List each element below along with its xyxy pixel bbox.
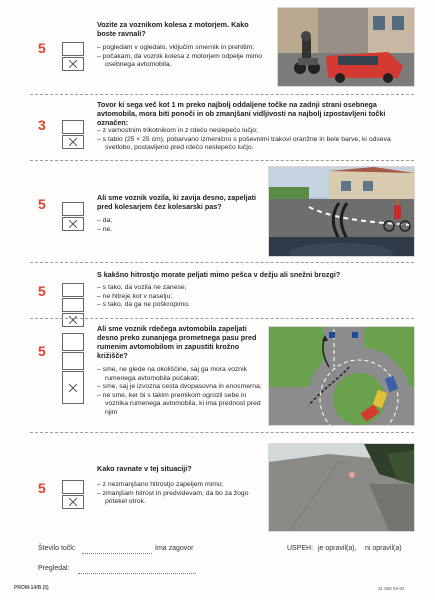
photo-ball-on-road	[268, 443, 415, 532]
roundabout-diagram	[268, 326, 415, 426]
answer-checkbox[interactable]	[62, 333, 84, 351]
answer-checkbox[interactable]	[62, 202, 84, 216]
answer-list	[97, 284, 297, 310]
answer-checkbox-marked[interactable]	[62, 57, 84, 71]
answer-list	[97, 366, 267, 418]
result-label: USPEH:	[287, 545, 314, 552]
answer-checkbox-marked[interactable]	[62, 135, 84, 149]
reviewed-label: Pregledal:	[38, 565, 70, 572]
question-separator	[30, 262, 414, 263]
question-points: 5	[38, 343, 46, 359]
answer-boxes	[62, 202, 87, 232]
answer-boxes	[62, 480, 87, 510]
answer-option: – s tako, da ga ne poškropimo.	[97, 301, 190, 309]
question-text: Ali sme voznik rdečega avtomobila zapeljati desno preko zunanjega prometnega pasu pred rumenim avtomobilom in zapustiti krožno križišče?	[97, 324, 257, 360]
answer-checkbox[interactable]	[62, 352, 84, 370]
answer-list	[97, 481, 272, 507]
passed-option[interactable]: je opravil(a),	[318, 545, 357, 552]
answer-option: – z nezmanjšano hitrostjo zapeljem mimo;	[97, 481, 224, 488]
answer-checkbox[interactable]	[62, 480, 84, 494]
answer-boxes	[62, 120, 87, 150]
question-text: Vozite za voznikom kolesa z motorjem. Kako boste ravnali?	[97, 20, 249, 38]
answer-option: – ne hitreje kot v naselju;	[97, 292, 173, 300]
answer-option: – da;	[97, 217, 113, 224]
question-text: Kako ravnate v tej situaciji?	[97, 464, 192, 473]
question-text: S kakšno hitrostjo morate peljati mimo pešca v dežju ali snežni brozgi?	[97, 270, 341, 279]
answer-option: – pogledam v ogledalo, vključim smernik in prehitim;	[97, 44, 255, 51]
question-points: 5	[38, 480, 46, 496]
answer-checkbox-marked[interactable]	[62, 217, 84, 231]
score-label: Število točk:	[38, 545, 76, 552]
answer-option: – počakam, da voznik kolesa z motorjem odpelje mimo osebnega avtomobila.	[97, 52, 263, 69]
question-separator	[30, 432, 414, 433]
question-points: 5	[38, 196, 46, 212]
answer-checkbox[interactable]	[62, 42, 84, 56]
question-separator	[30, 160, 414, 161]
answer-list	[97, 127, 413, 153]
answer-list	[97, 44, 267, 70]
answer-list	[97, 217, 267, 234]
answer-option: – sme, saj je izvozna cesta dvopasovna in enosmerna;	[97, 383, 262, 391]
answer-boxes	[62, 283, 87, 328]
question-points: 5	[38, 40, 46, 56]
answer-checkbox-marked[interactable]	[62, 371, 84, 404]
photo-motorcycle-car	[277, 7, 415, 87]
answer-checkbox[interactable]	[62, 298, 84, 312]
answer-option: – zmanjšam hitrost in predvidevam, da bo za žogo pritekel otrok.	[97, 489, 249, 506]
candidate-label: Ima zagovor	[155, 545, 194, 552]
score-field[interactable]	[82, 553, 152, 554]
answer-checkbox-marked[interactable]	[62, 495, 84, 509]
answer-checkbox[interactable]	[62, 120, 84, 134]
answer-option: – s tablo (25 × 25 cm), pobarvano izmenično s poševnimi trakovi oranžne in bele barve, ki odseva svetlobo, postavljeno pred rdečo neslepečo lučjo.	[97, 135, 391, 152]
answer-boxes	[62, 333, 87, 405]
question-text: Ali sme voznik vozila, ki zavija desno, zapeljati pred kolesarjem čez kolesarski pas?	[97, 193, 256, 211]
question-separator	[30, 318, 414, 319]
question-points: 3	[38, 117, 46, 133]
print-code: 31 500 04-02	[378, 586, 405, 591]
failed-option[interactable]: ni opravil(a)	[365, 545, 402, 552]
answer-option: – ne sme, ker bi s takim premikom ogrozil sebe in voznika rumenega avtomobila, ki ima prednost pred njim	[97, 391, 261, 416]
question-points: 5	[38, 283, 46, 299]
answer-option: – s tako, da vozila ne zanese;	[97, 284, 187, 291]
answer-option: – z varnostnim trikotnikom in z rdečo neslepečo lučjo;	[97, 127, 258, 134]
photo-bike-lane	[268, 166, 415, 257]
answer-checkbox-marked[interactable]	[62, 313, 84, 327]
reviewed-field[interactable]	[78, 573, 196, 574]
question-text: Tovor ki sega več kot 1 m preko najbolj oddaljene točke na zadnji strani osebnega avtomobila, mora biti ponoči in ob zmanjšani vidljivosti na najbolj izpostavljeni točki označen:	[97, 100, 386, 127]
answer-checkbox[interactable]	[62, 283, 84, 297]
answer-boxes	[62, 42, 87, 72]
question-separator	[30, 94, 414, 95]
answer-option: – ne.	[97, 225, 113, 233]
answer-option: – sme, ne glede na okoliščine, saj ga mora voznik rumenega avtomobila počakati;	[97, 366, 247, 382]
form-code: PROM-14/B (5)	[14, 585, 49, 591]
